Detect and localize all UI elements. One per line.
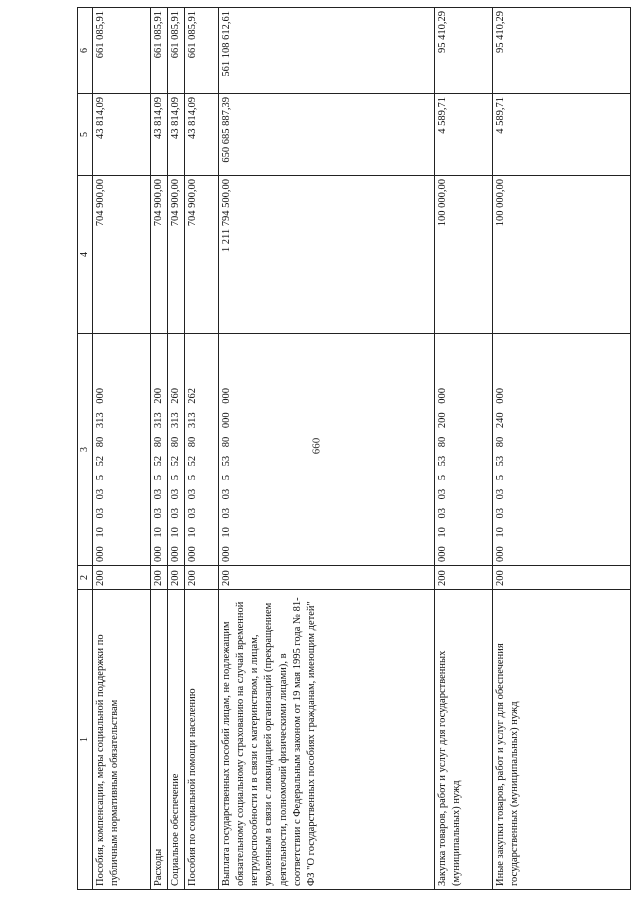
table-row [92, 8, 150, 890]
row-name: Иные закупки товаров, работ и услуг для обеспечения государственных (муниципальных) нужд [492, 590, 630, 890]
row-plan: 100 000,00 [492, 176, 630, 334]
row-name: Социальное обеспечение [167, 590, 184, 890]
row-rest: 95 410,29 [434, 8, 492, 94]
row-plan: 100 000,00 [434, 176, 492, 334]
header-cell-4: 4 [78, 176, 93, 334]
row-plan: 704 900,00 [167, 176, 184, 334]
row-budget-code: 000 10 03 03 5 52 80 313 200 [150, 334, 167, 566]
row-name: Выплата государственных пособий лицам, не подлежащим обязательному социальному страхованию на случай временной нетрудоспособности и в связи с материнством, и лицам, уволенным в связи с ликвидацией организаций (прекращением деятельности, полномочий физическими лицами), в соответствии с Федеральным законом от 19 мая 1995 года № 81-ФЗ "О государственных пособиях гражданам, имеющим детей" [218, 590, 434, 890]
row-exec: 43 814,09 [184, 94, 218, 176]
table-row [492, 8, 630, 890]
row-rest: 561 108 612,61 [218, 8, 434, 94]
table-row [184, 8, 218, 890]
budget-table [77, 7, 631, 890]
row-rest: 95 410,29 [492, 8, 630, 94]
header-cell-3: 3 [78, 334, 93, 566]
row-budget-code: 000 10 03 03 5 53 80 000 000 [218, 334, 434, 566]
row-plan: 704 900,00 [150, 176, 167, 334]
row-name: Пособия, компенсации, меры социальной поддержки по публичным нормативным обязательствам [92, 590, 150, 890]
row-exec: 4 589,71 [492, 94, 630, 176]
rotated-table-content [77, 8, 631, 890]
row-exec: 650 685 887,39 [218, 94, 434, 176]
table-row [218, 8, 434, 890]
row-plan: 1 211 794 500,00 [218, 176, 434, 334]
page-number: 660 [310, 437, 323, 455]
header-row [78, 8, 93, 890]
row-name: Пособия по социальной помощи населению [184, 590, 218, 890]
header-cell-1: 1 [78, 590, 93, 890]
row-code-col2: 200 [150, 566, 167, 590]
header-cell-5: 5 [78, 94, 93, 176]
row-budget-code: 000 10 03 03 5 52 80 313 000 [92, 334, 150, 566]
row-code-col2: 200 [434, 566, 492, 590]
row-exec: 43 814,09 [150, 94, 167, 176]
row-code-col2: 200 [92, 566, 150, 590]
row-rest: 661 085,91 [184, 8, 218, 94]
header-cell-2: 2 [78, 566, 93, 590]
row-code-col2: 200 [184, 566, 218, 590]
row-budget-code: 000 10 03 03 5 53 80 240 000 [492, 334, 630, 566]
row-name: Закупка товаров, работ и услуг для государственных (муниципальных) нужд [434, 590, 492, 890]
row-code-col2: 200 [218, 566, 434, 590]
row-plan: 704 900,00 [184, 176, 218, 334]
row-exec: 43 814,09 [92, 94, 150, 176]
row-plan: 704 900,00 [92, 176, 150, 334]
row-budget-code: 000 10 03 03 5 53 80 200 000 [434, 334, 492, 566]
row-exec: 4 589,71 [434, 94, 492, 176]
row-name: Расходы [150, 590, 167, 890]
table-row [150, 8, 167, 890]
row-budget-code: 000 10 03 03 5 52 80 313 260 [167, 334, 184, 566]
row-rest: 661 085,91 [167, 8, 184, 94]
row-rest: 661 085,91 [92, 8, 150, 94]
header-cell-6: 6 [78, 8, 93, 94]
row-exec: 43 814,09 [167, 94, 184, 176]
row-code-col2: 200 [167, 566, 184, 590]
row-budget-code: 000 10 03 03 5 52 80 313 262 [184, 334, 218, 566]
rotated-table-frame [77, 8, 631, 890]
table-row [167, 8, 184, 890]
row-rest: 661 085,91 [150, 8, 167, 94]
row-code-col2: 200 [492, 566, 630, 590]
table-row [434, 8, 492, 890]
